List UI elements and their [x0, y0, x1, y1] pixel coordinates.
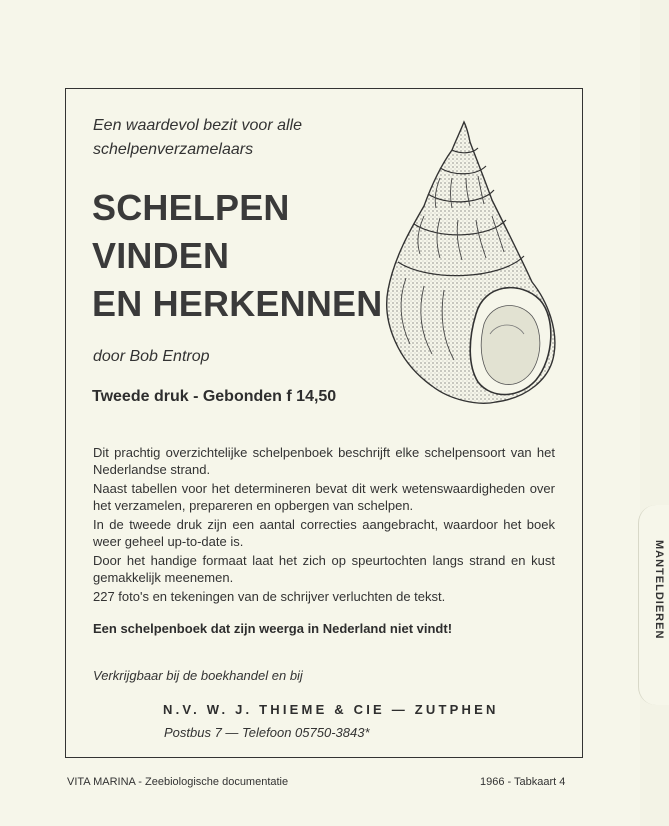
availability-note: Verkrijgbaar bij de boekhandel en bij	[93, 668, 303, 683]
description-text	[93, 444, 555, 607]
ad-tagline: Een waardevol bezit voor alle schelpenverzamelaars	[93, 117, 303, 158]
book-title-line-3: EN HERKENNEN	[92, 283, 383, 324]
book-edition-price: Tweede druk - Gebonden f 14,50	[92, 388, 337, 405]
description-paragraph-4: Door het handige formaat laat het zich op speurtochten langs strand en kust gemakkelijk meenemen.	[93, 553, 555, 585]
seashell-illustration	[380, 118, 560, 410]
closing-slogan: Een schelpenboek dat zijn weerga in Nederland niet vindt!	[93, 621, 453, 636]
description-paragraph-1: Dit prachtig overzichtelijke schelpenboek beschrijft elke schelpensoort van het Nederlandse strand.	[93, 445, 555, 477]
book-title	[92, 184, 382, 328]
footer-series: VITA MARINA - Zeebiologische documentatie	[67, 776, 289, 788]
description-paragraph-3: In de tweede druk zijn een aantal correcties aangebracht, waardoor het boek weer geheel up-to-date is.	[93, 517, 555, 549]
book-title-line-1: SCHELPEN	[92, 187, 290, 228]
footer-card-number: 1966 - Tabkaart 4	[480, 776, 566, 788]
publisher-name: N.V. W. J. THIEME & CIE — ZUTPHEN	[163, 702, 499, 717]
book-title-line-2: VINDEN	[92, 235, 230, 276]
publisher-address: Postbus 7 — Telefoon 05750-3843*	[164, 725, 370, 740]
description-paragraph-2: Naast tabellen voor het determineren bevat dit werk wetenswaardigheden over het verzamelen, prepareren en opbergen van schelpen.	[93, 481, 555, 513]
book-author: door Bob Entrop	[93, 348, 210, 365]
description-paragraph-5: 227 foto's en tekeningen van de schrijver verluchten de tekst.	[93, 589, 446, 604]
index-tab-label: MANTELDIEREN	[653, 540, 665, 640]
